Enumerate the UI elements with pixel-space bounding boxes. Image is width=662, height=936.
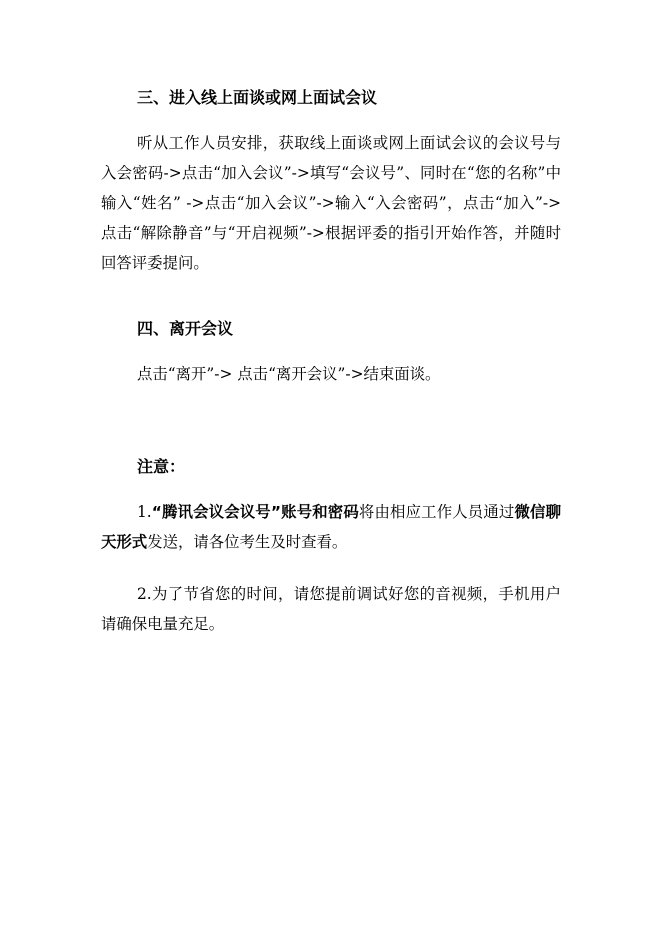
notice-item-1-account-password: “腾讯会议会议号”账号和密码 — [151, 503, 359, 521]
section-heading-leave-meeting: 四、离开会议 — [137, 319, 234, 338]
notice-heading: 注意： — [137, 457, 186, 476]
notice-item-1-number: 1. — [137, 503, 152, 521]
leave-meeting-instructions: 点击“离开”-> 点击“离开会议”->结束面谈。 — [137, 365, 441, 383]
notice-item-2: 2.为了节省您的时间，请您提前调试好您的音视频，手机用户请确保电量充足。 — [101, 585, 561, 633]
notice-item-1-text-b: 发送，请各位考生及时查看。 — [147, 533, 348, 551]
join-meeting-instructions: 听从工作人员安排，获取线上面谈或网上面试会议的会议号与入会密码->点击“加入会议”->填写“会议号”、同时在“您的名称”中输入“姓名” ->点击“加入会议”->输入“入会密码”，点击“加入”->点击“解除静音”与“开启视频”->根据评委的指引开始作答，并随时回答评委提问。 — [101, 134, 561, 272]
notice-item-1 — [101, 497, 561, 557]
section-heading-join-meeting: 三、进入线上面谈或网上面试会议 — [137, 88, 378, 107]
notice-item-1-text-a: 将由相应工作人员通过 — [358, 503, 515, 521]
notice-item-1-wechat: 微信聊天形式 — [101, 503, 561, 551]
